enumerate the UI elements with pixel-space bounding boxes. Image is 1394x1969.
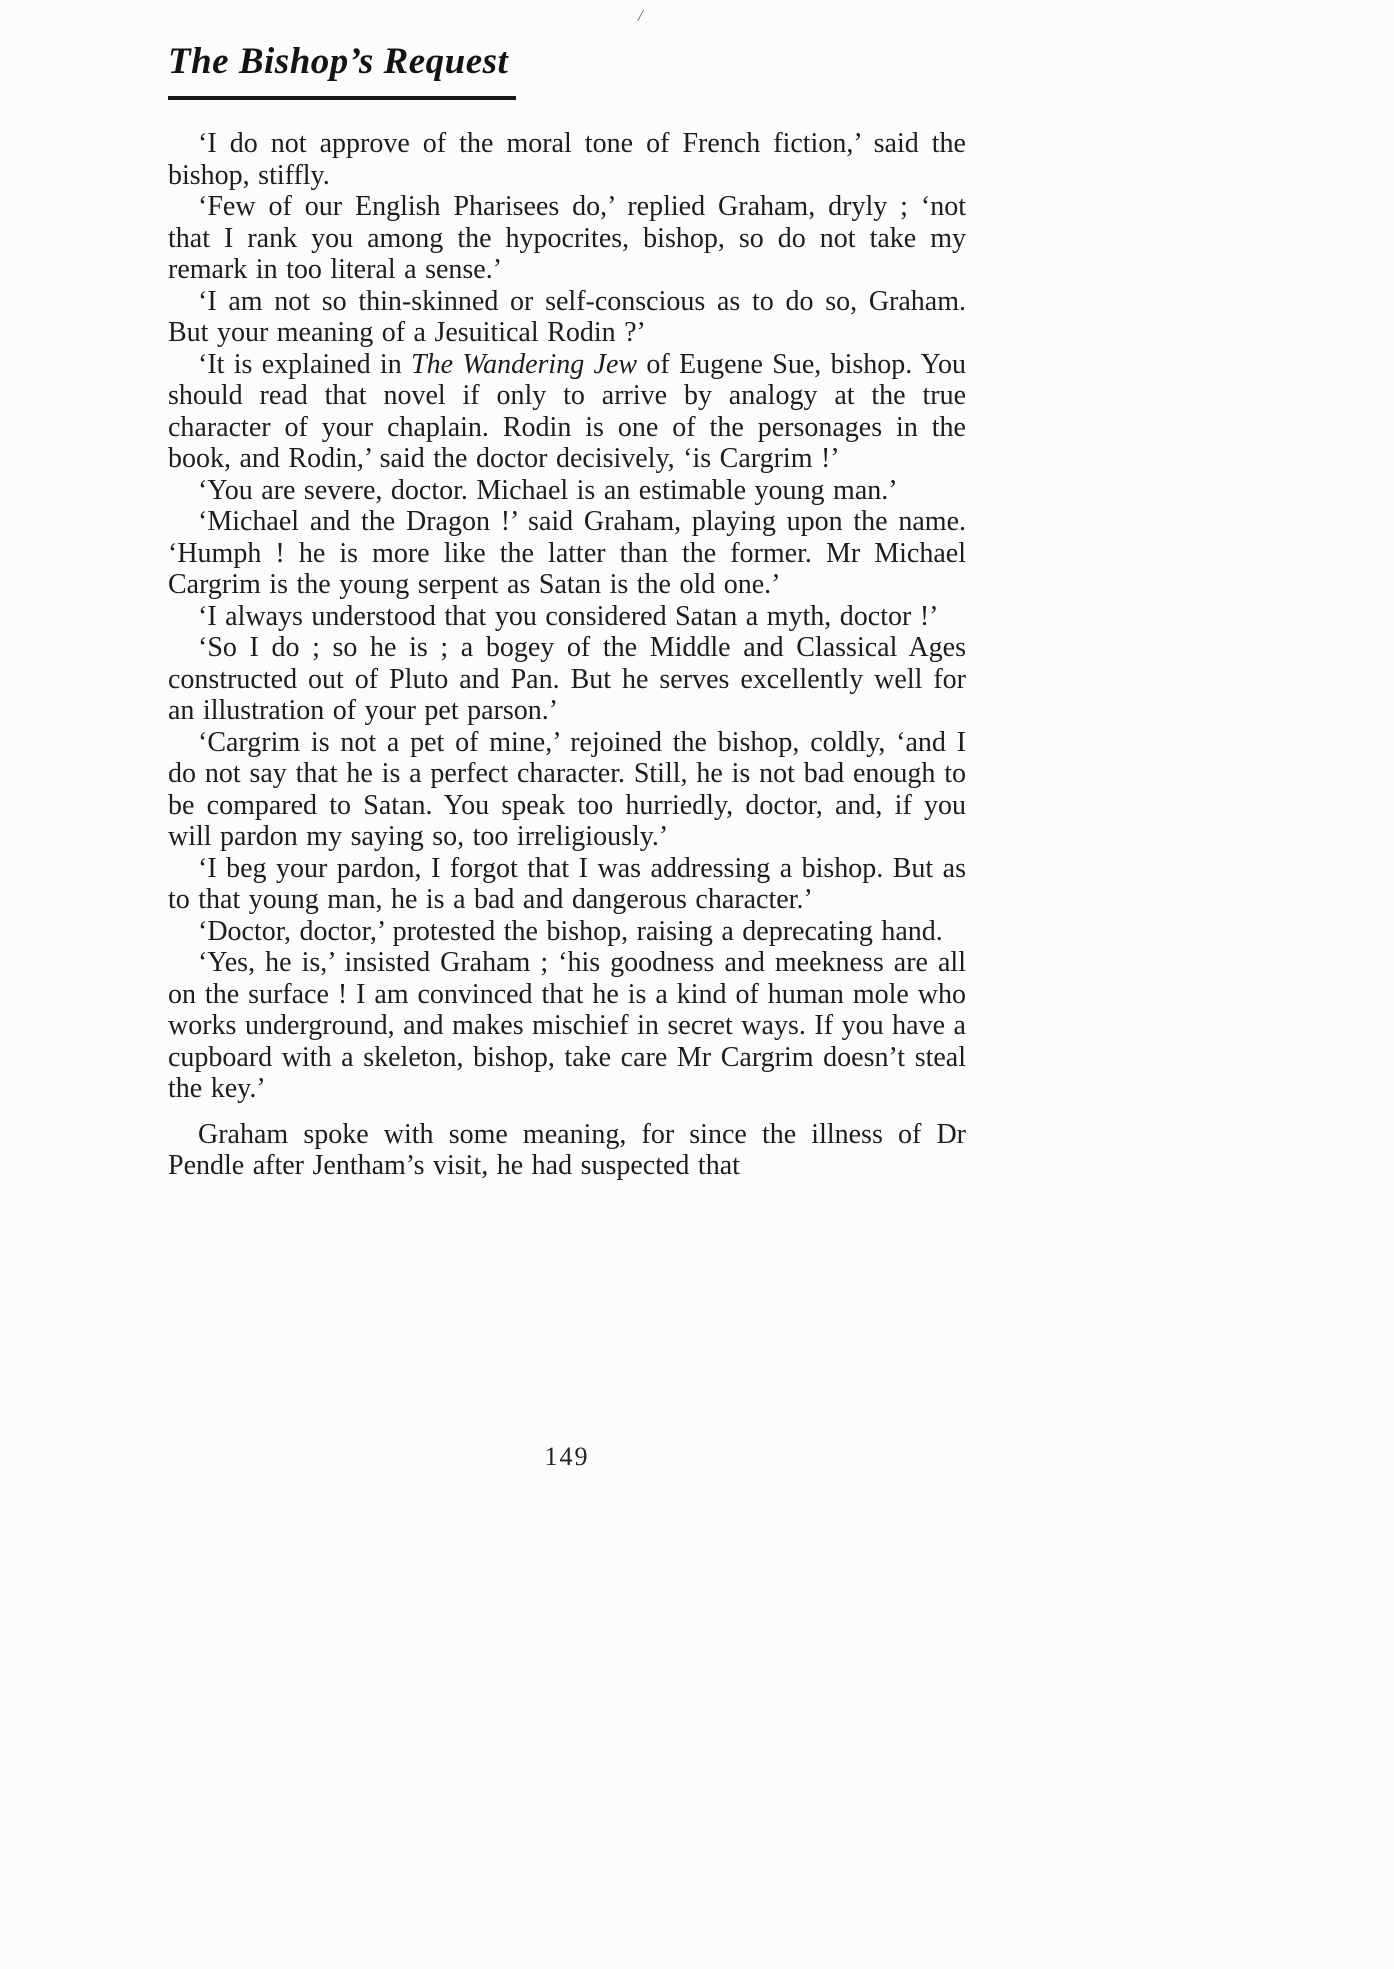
paragraph-text: ‘Michael and the Dragon !’ said Graham, playing upon the name. ‘Humph ! he is more like the latter than the former. Mr Michael Cargrim is the young serpent as Satan is the old one.’: [168, 506, 966, 600]
paragraph-text: ‘I am not so thin-skinned or self-conscious as to do so, Graham. But your meaning of a Jesuitical Rodin ?’: [168, 285, 966, 348]
header-rule: [168, 96, 516, 100]
text-block: [168, 128, 966, 1182]
paragraph: [168, 916, 966, 948]
paragraph: [168, 475, 966, 507]
paragraph-text: ‘Doctor, doctor,’ protested the bishop, raising a deprecating hand.: [198, 915, 943, 947]
paragraph-text: ‘Yes, he is,’ insisted Graham ; ‘his goodness and meekness are all on the surface ! I am convinced that he is a kind of human mole who works underground, and makes mischief in secret ways. If you have a cupboard with a skeleton, bishop, take care Mr Cargrim doesn’t steal the key.’: [168, 947, 966, 1104]
paragraph: [168, 727, 966, 853]
page-header: The Bishop’s Request: [168, 41, 509, 82]
paragraph: [168, 601, 966, 633]
book-title-italic: The Wandering Jew: [411, 348, 638, 380]
paragraph-text: ‘Cargrim is not a pet of mine,’ rejoined the bishop, coldly, ‘and I do not say that he is a perfect character. Still, he is not bad enough to be compared to Satan. You speak too hurriedly, doctor, and, if you will pardon my saying so, too irreligiously.’: [168, 726, 966, 852]
paragraph-text: ‘I do not approve of the moral tone of French fiction,’ said the bishop, stiffly.: [168, 128, 966, 191]
paragraph: [168, 128, 966, 191]
scan-artifact-mark: /: [638, 6, 643, 25]
paragraph-text: of Eugene Sue, bishop. You should read that novel if only to arrive by analogy at the true character of your chaplain. Rodin is one of the personages in the book, and Rodin,’ said the doctor decisively, ‘is Cargrim !’: [168, 348, 966, 474]
paragraph: [168, 947, 966, 1105]
paragraph: [168, 1119, 966, 1182]
paragraph-text: ‘Few of our English Pharisees do,’ replied Graham, dryly ; ‘not that I rank you among the hypocrites, bishop, so do not take my remark in too literal a sense.’: [168, 191, 966, 285]
paragraph-text: ‘I always understood that you considered Satan a myth, doctor !’: [198, 600, 939, 632]
paragraph: [168, 506, 966, 601]
paragraph: [168, 632, 966, 727]
paragraph-text: ‘So I do ; so he is ; a bogey of the Middle and Classical Ages constructed out of Pluto and Pan. But he serves excellently well for an illustration of your pet parson.’: [168, 632, 966, 726]
paragraph: [168, 853, 966, 916]
paragraph-text: ‘You are severe, doctor. Michael is an estimable young man.’: [198, 474, 898, 506]
page-number: 149: [544, 1442, 590, 1471]
paragraph-text: ‘I beg your pardon, I forgot that I was addressing a bishop. But as to that young man, he is a bad and dangerous character.’: [168, 852, 966, 915]
paragraph: [168, 286, 966, 349]
paragraph-text: ‘It is explained in: [198, 348, 412, 380]
paragraph-text: Graham spoke with some meaning, for since the illness of Dr Pendle after Jentham’s visit, he had suspected that: [168, 1118, 966, 1181]
paragraph: [168, 349, 966, 475]
paragraph: [168, 191, 966, 286]
